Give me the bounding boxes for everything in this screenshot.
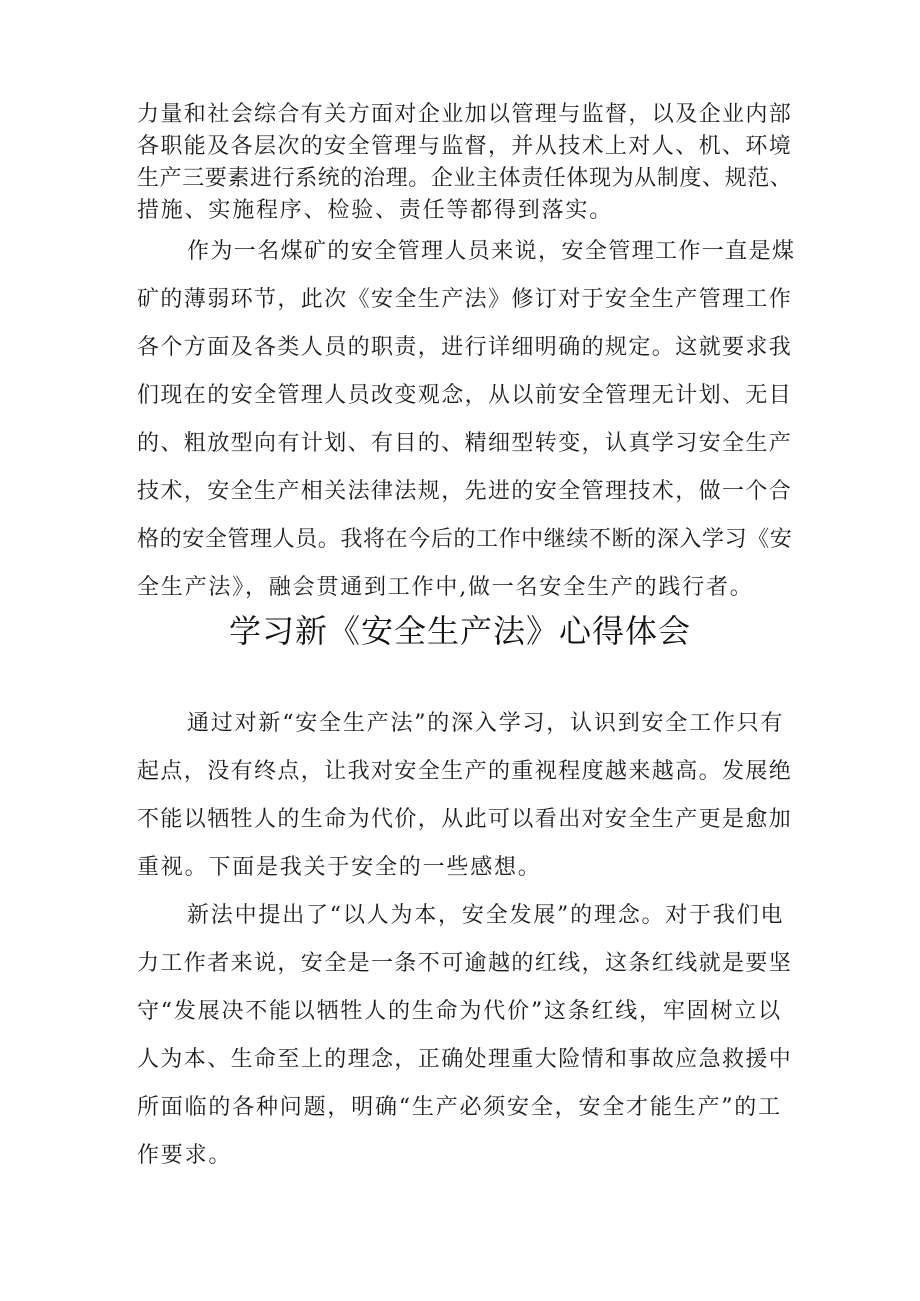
text-line: 守“发展决不能以牺牲人的生命为代价”这条红线，牢固树立以: [137, 999, 782, 1024]
text-line: 们现在的安全管理人员改变观念，从以前安全管理无计划、无目: [137, 383, 793, 408]
text-line: 作为一名煤矿的安全管理人员来说，安全管理工作一直是煤: [187, 239, 796, 264]
text-line: 起点，没有终点，让我对安全生产的重视程度越来越高。发展绝: [137, 759, 793, 784]
article-title: 学习新《安全生产法》心得体会: [228, 612, 691, 650]
text-line: 生产三要素进行系统的治理。企业主体责任体现为从制度、规范、: [137, 166, 793, 191]
text-line: 技术，安全生产相关法律法规，先进的安全管理技术，做一个合: [137, 479, 793, 504]
text-line: 通过对新“安全生产法”的深入学习，认识到安全工作只有: [187, 711, 785, 736]
text-line: 措施、实施程序、检验、责任等都得到落实。: [137, 198, 614, 223]
text-line: 格的安全管理人员。我将在今后的工作中继续不断的深入学习《安: [137, 527, 793, 552]
text-line: 各个方面及各类人员的职责，进行详细明确的规定。这就要求我: [137, 335, 793, 360]
text-line: 的、粗放型向有计划、有目的、精细型转变，认真学习安全生产: [137, 431, 793, 456]
text-line: 作要求。: [137, 1143, 233, 1168]
text-line: 力量和社会综合有关方面对企业加以管理与监督，以及企业内部: [137, 102, 793, 127]
text-line: 力工作者来说，安全是一条不可逾越的红线，这条红线就是要坚: [137, 951, 793, 976]
text-line: 矿的薄弱环节，此次《安全生产法》修订对于安全生产管理工作: [137, 287, 793, 312]
text-line: 全生产法》，融会贯通到工作中,做一名安全生产的践行者。: [137, 575, 754, 600]
text-line: 所面临的各种问题，明确“生产必须安全，安全才能生产”的工: [137, 1095, 782, 1120]
text-line: 新法中提出了“以人为本，安全发展”的理念。对于我们电: [187, 903, 785, 928]
text-line: 人为本、生命至上的理念，正确处理重大险情和事故应急救援中: [137, 1047, 793, 1072]
text-line: 各职能及各层次的安全管理与监督，并从技术上对人、机、环境: [137, 134, 793, 159]
text-line: 重视。下面是我关于安全的一些感想。: [137, 855, 542, 880]
text-line: 不能以牺牲人的生命为代价，从此可以看出对安全生产更是愈加: [137, 807, 793, 832]
